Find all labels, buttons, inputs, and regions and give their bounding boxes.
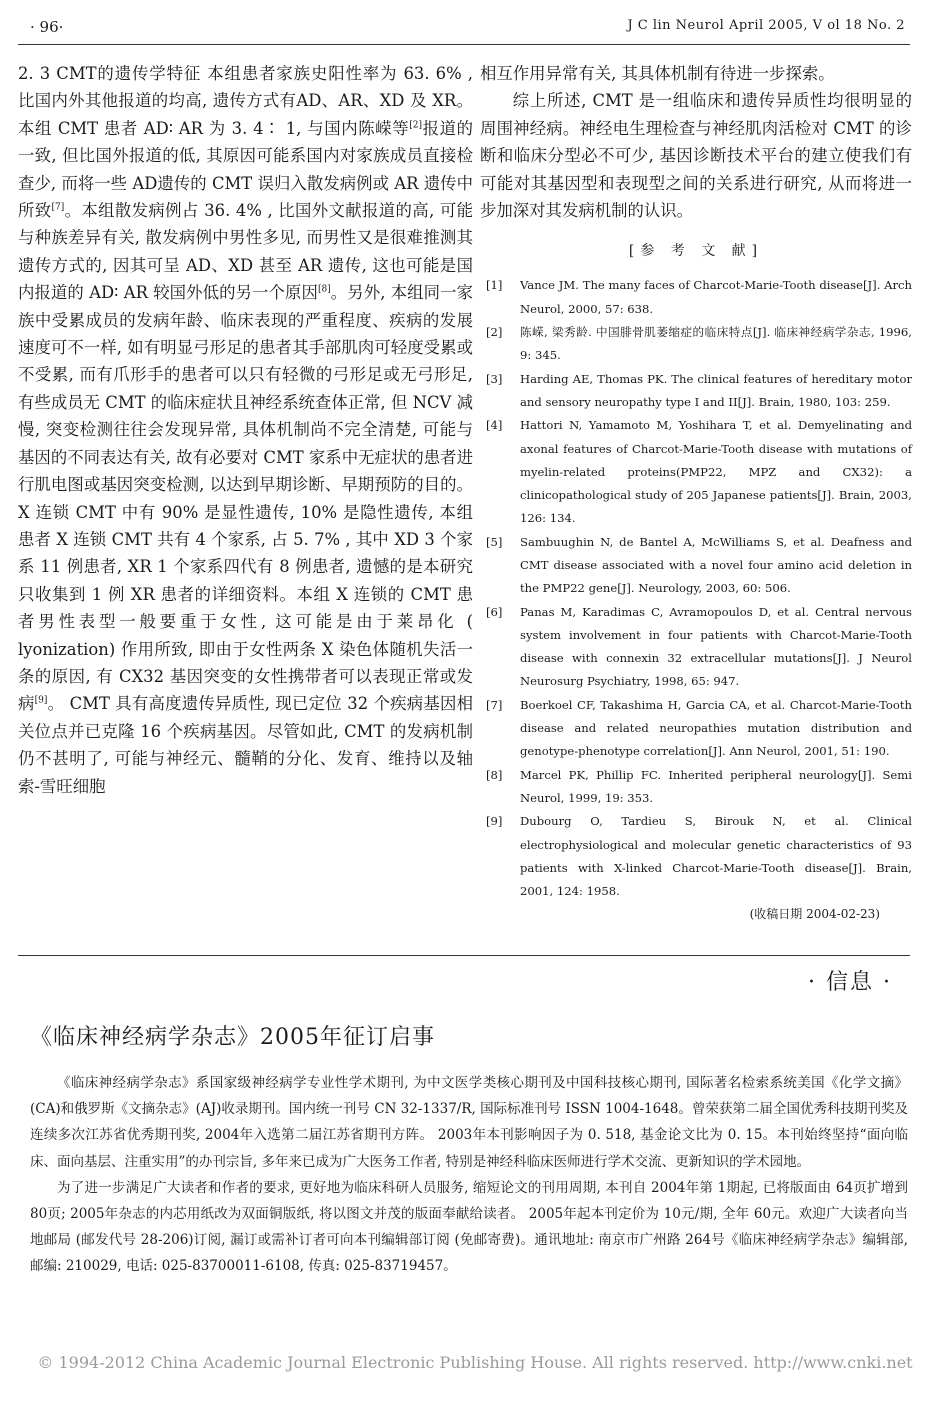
reference-item — [480, 601, 912, 694]
reference-item — [480, 368, 912, 415]
reference-item — [480, 694, 912, 764]
received-date: (收稿日期 2004-02-23) — [749, 907, 880, 922]
reference-item — [480, 321, 912, 368]
header-divider — [18, 44, 910, 45]
reference-text: Harding AE, Thomas PK. The clinical features of hereditary motor and sensory neuropathy type I and II[J]. Brain, 1980, 103: 259. — [520, 371, 912, 409]
reference-number: [4] — [486, 418, 503, 433]
reference-text: Hattori N, Yamamoto M, Yoshihara T, et al. Demyelinating and axonal features of Charcot-Marie-Tooth disease with mutations of myelin-related proteins(PMP22, MPZ and CX32): a clinicopathological study of 205 Japanese patients[J]. Brain, 2003, 126: 134. — [520, 418, 912, 526]
reference-text: Panas M, Karadimas C, Avramopoulos D, et al. Central nervous system involvement in four patients with Charcot-Marie-Tooth disease with connexin 32 extracellular mutations[J]. J Neurol Neurosurg Psychiatry, 1998, 65: 947. — [520, 604, 912, 689]
citation-9: [9] — [34, 695, 48, 706]
right-column — [480, 60, 912, 922]
citation-8: [8] — [317, 284, 331, 295]
reference-item — [480, 531, 912, 601]
references-heading: [参 考 文 献] — [628, 243, 764, 260]
reference-text: Marcel PK, Phillip FC. Inherited peripheral neurology[J]. Semi Neurol, 1999, 19: 353. — [520, 767, 912, 805]
page-number: · 96· — [30, 18, 64, 36]
citation-2: [2] — [409, 120, 422, 131]
info-label: · 信息 · — [808, 970, 892, 995]
reference-item — [480, 764, 912, 811]
reference-number: [1] — [486, 278, 503, 293]
reference-text: Dubourg O, Tardieu S, Birouk N, et al. Clinical electrophysiological and molecular genetic characteristics of 93 patients with X-linked Charcot-Marie-Tooth disease[J]. Brain, 2001, 124: 1958. — [520, 814, 912, 899]
reference-text: Sambuughin N, de Bantel A, McWilliams S, et al. Deafness and CMT disease associated with a novel four amino acid deletion in the PMP22 gene[J]. Neurology, 2003, 60: 506. — [520, 534, 912, 596]
reference-item — [480, 810, 912, 903]
notice-title: 《临床神经病学杂志》2005年征订启事 — [30, 1025, 435, 1050]
reference-text: 陈嵘, 梁秀龄. 中国腓骨肌萎缩症的临床特点[J]. 临床神经病学杂志, 1996, 9: 345. — [520, 325, 912, 363]
reference-number: [7] — [486, 697, 503, 712]
section-divider — [18, 955, 910, 956]
continuation-paragraph: 相互作用异常有关, 其具体机制有待进一步探索。 — [480, 64, 835, 83]
reference-number: [8] — [486, 767, 503, 782]
reference-number: [3] — [486, 371, 503, 386]
reference-number: [5] — [486, 534, 503, 549]
journal-citation: J C lin Neurol April 2005, V ol 18 No. 2 — [627, 18, 905, 33]
reference-list — [480, 274, 912, 903]
conclusion-paragraph: 综上所述, CMT 是一组临床和遗传异质性均很明显的周围神经病。神经电生理检查与神经肌肉活检对 CMT 的诊断和临床分型必不可少, 基因诊断技术平台的建立使我们有可能对其基因型和表现型之间的关系进行研究, 从而将进一步加深对其发病机制的认识。 — [480, 91, 912, 221]
notice-paragraph-2: 为了进一步满足广大读者和作者的要求, 更好地为临床科研人员服务, 缩短论文的刊用周期, 本刊自 2004年第 1期起, 已将版面由 64页扩增到 80页; 2005年杂志的内芯用纸改为双面铜版纸, 将以图文并茂的版面奉献给读者。 2005年起本刊定价为 10元/期, 全年 60元。欢迎广大读者向当地邮局 (邮发代号 28-206)订阅, 漏订或需补订者可向本刊编辑部订阅 (免邮寄费)。通讯地址: 南京市广州路 264号《临床神经病学杂志》编辑部, 邮编: 210029, 电话: 025-83700011-6108, 传真: 025-83719457。 — [30, 1179, 908, 1275]
reference-text: Vance JM. The many faces of Charcot-Marie-Tooth disease[J]. Arch Neurol, 2000, 57: 638. — [520, 278, 912, 316]
reference-number: [6] — [486, 604, 503, 619]
copyright-footer: © 1994-2012 China Academic Journal Electronic Publishing House. All rights reserved. http://www.cnki.net — [37, 1353, 913, 1372]
notice-paragraph-1: 《临床神经病学杂志》系国家级神经病学专业性学术期刊, 为中文医学类核心期刊及中国科技核心期刊, 国际著名检索系统美国《化学文摘》(CA)和俄罗斯《文摘杂志》(AJ)收录期刊。国内统一刊号 CN 32-1337/R, 国际标准刊号 ISSN 1004-1648。曾荣获第二届全国优秀科技期刊奖及连续多次江苏省优秀期刊奖, 2004年入选第二届江苏省期刊方阵。 2003年本刊影响因子为 0. 518, 基金论文比为 0. 15。本刊始终坚持“面向临床、面向基层、注重实用”的办刊宗旨, 多年来已成为广大医务工作者, 特别是神经科临床医师进行学术交流、更新知识的学术园地。 — [30, 1075, 908, 1170]
subscription-notice — [30, 1070, 908, 1280]
reference-number: [9] — [486, 814, 503, 829]
left-column — [18, 60, 473, 800]
reference-text: Boerkoel CF, Takashima H, Garcia CA, et al. Charcot-Marie-Tooth disease and related neuropathies mutation distribution and genotype-phenotype correlation[J]. Ann Neurol, 2001, 51: 190. — [520, 697, 912, 759]
reference-item — [480, 414, 912, 530]
reference-number: [2] — [486, 325, 503, 340]
genetics-paragraph: 2. 3 CMT的遗传学特征 本组患者家族史阳性率为 63. 6% , 比国内外其他报道的均高, 遗传方式有AD、AR、XD 及 XR。本组 CMT 患者 AD∶ AR 为 3. 4∶ 1, 与国内陈嵘等[2]报道的一致, 但比国外报道的低, 其原因可能系国内对家族成员直接检查少, 而将一些 AD遗传的 CMT 误归入散发病例或 AR 遗传中所致[7]。本组散发病例占 36. 4% , 比国外文献报道的高, 可能与种族差异有关, 散发病例中男性多见, 而男性又是很难推测其遗传方式的, 因其可呈 AD、XD 甚至 AR 遗传, 这也可能是国内报道的 AD∶ AR 较国外低的另一个原因[8]。另外, 本组同一家族中受累成员的发病年龄、临床表现的严重程度、疾病的发展速度可不一样, 如有明显弓形足的患者其手部肌肉可轻度受累或不受累, 而有爪形手的患者可以只有轻微的弓形足或无弓形足, 有些成员无 CMT 的临床症状且神经系统查体正常, 但 NCV 减慢, 突变检测往往会发现异常, 具体机制尚不完全清楚, 可能与基因的不同表达有关, 故有必要对 CMT 家系中无症状的患者进行肌电图或基因突变检测, 以达到早期诊断、早期预防的目的。 X 连锁 CMT 中有 90% 是显性遗传, 10% 是隐性遗传, 本组患者 X 连锁 CMT 共有 4 个家系, 占 5. 7% , 其中 XD 3 个家系 11 例患者, XR 1 个家系四代有 8 例患者, 遗憾的是本研究只收集到 1 例 XR 患者的详细资料。本组 X 连锁的 CMT 患者男性表型一般要重于女性, 这可能是由于莱昂化 ( lyonization) 作用所致, 即由于女性两条 X 染色体随机失活一条的原因, 有 CX32 基因突变的女性携带者可以表现正常或发病[9]。 CMT 具有高度遗传异质性, 现已定位 32 个疾病基因相关位点并已克隆 16 个疾病基因。尽管如此, CMT 的发病机制仍不甚明了, 可能与神经元、髓鞘的分化、发育、维持以及轴索-雪旺细胞 — [18, 64, 473, 796]
citation-7: [7] — [51, 202, 65, 213]
reference-item — [480, 274, 912, 321]
